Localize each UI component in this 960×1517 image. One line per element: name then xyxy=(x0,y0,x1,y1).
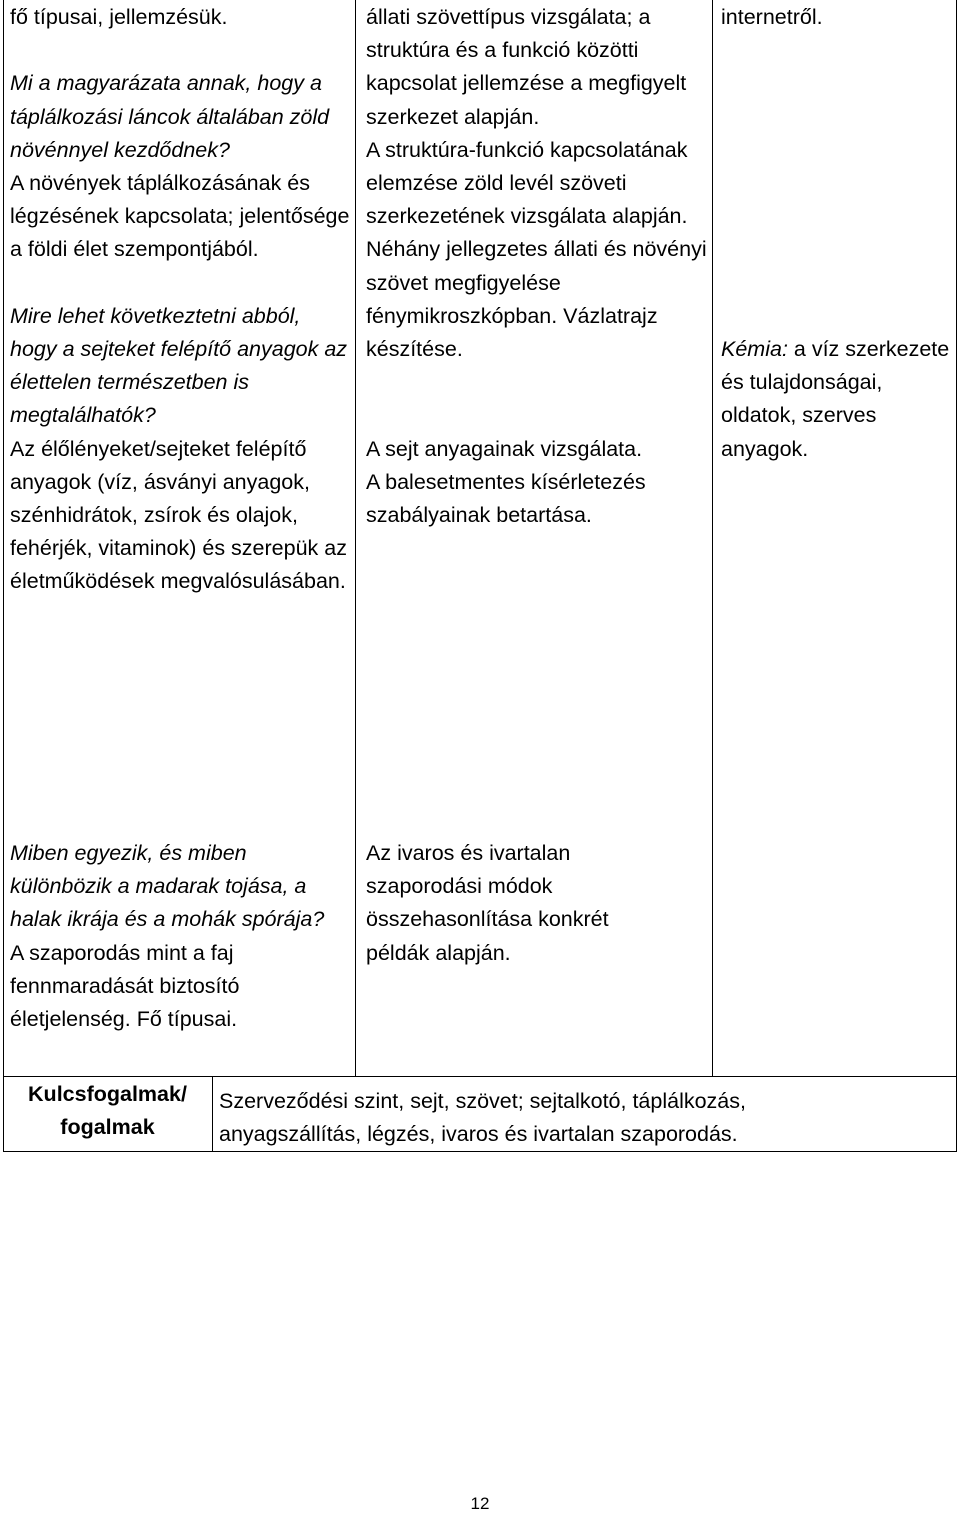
table-border-bottom xyxy=(3,1151,957,1152)
row1-col3-cell xyxy=(721,1,953,466)
col1-paragraph-cell-materials: Az élőlényeket/sejteket felépítő anyagok (víz, ásványi anyagok, szénhidrátok, zsírok és olajok, fehérjék, vitaminok) és szerepük az életműködések megvalósulásában. xyxy=(10,436,347,594)
col1-paragraph-plants: A növények táplálkozásának és légzésének kapcsolata; jelentősége a földi élet szempontjából. xyxy=(10,171,350,262)
table-border-keyrow-divider xyxy=(212,1076,213,1152)
col3-chemistry-label: Kémia: xyxy=(721,336,788,361)
col3-chemistry-text: a víz szerkezete és tulajdonságai, oldatok, szerves anyagok. xyxy=(721,336,950,461)
table-border-keyrow-top xyxy=(3,1076,957,1077)
row2-paragraph-reproduction: A szaporodás mint a faj fennmaradását biztosító életjelenség. Fő típusai. xyxy=(10,940,240,1032)
col2-paragraph-3: Néhány jellegzetes állati és növényi szövet megfigyelése fénymikroszkópban. Vázlatrajz készítése. xyxy=(366,237,707,362)
col1-question-food-chain: Mi a magyarázata annak, hogy a táplálkozási láncok általában zöld növénnyel kezdődnek? xyxy=(10,71,330,162)
col2-paragraph-5: A balesetmentes kísérletezés szabályainak betartása. xyxy=(366,469,646,528)
table-border-col1-right xyxy=(355,0,356,1077)
col2-paragraph-1: állati szövettípus vizsgálata; a struktúra és a funkció közötti kapcsolat jellemzése a megfigyelt szerkezet alapján. xyxy=(366,5,687,129)
row1-col2-cell xyxy=(366,1,710,532)
row1-col1-cell xyxy=(10,1,350,599)
key-concepts-label: Kulcsfogalmak/ fogalmak xyxy=(28,1082,187,1139)
row2-col2-cell xyxy=(366,837,666,970)
col3-paragraph-chemistry xyxy=(721,333,953,466)
table-border-col2-right xyxy=(712,0,713,1077)
col2-paragraph-4: A sejt anyagainak vizsgálata. xyxy=(366,436,643,461)
col1-paragraph-1: fő típusai, jellemzésük. xyxy=(10,5,228,29)
table-border-left xyxy=(3,0,4,1152)
row2-question-reproduction: Miben egyezik, és miben különbözik a madarak tojása, a halak ikrája és a mohák spórája? xyxy=(10,841,325,932)
key-concepts-value: Szerveződési szint, sejt, szövet; sejtalkotó, táplálkozás, anyagszállítás, légzés, ivaros és ivartalan szaporodás. xyxy=(219,1089,746,1146)
table-border-right xyxy=(956,0,957,1152)
page-number: 12 xyxy=(470,1494,490,1513)
row2-paragraph-comparison: Az ivaros és ivartalan szaporodási módok összehasonlítása konkrét példák alapján. xyxy=(366,841,609,965)
col2-paragraph-2: A struktúra-funkció kapcsolatának elemzése zöld levél szöveti szerkezetének vizsgálata alapján. xyxy=(366,137,688,229)
col1-question-cell-materials: Mire lehet következtetni abból, hogy a sejteket felépítő anyagok az élettelen természetben is megtalálhatók? xyxy=(10,303,348,428)
col3-paragraph-1: internetről. xyxy=(721,5,823,29)
row2-col1-cell xyxy=(10,837,350,1036)
